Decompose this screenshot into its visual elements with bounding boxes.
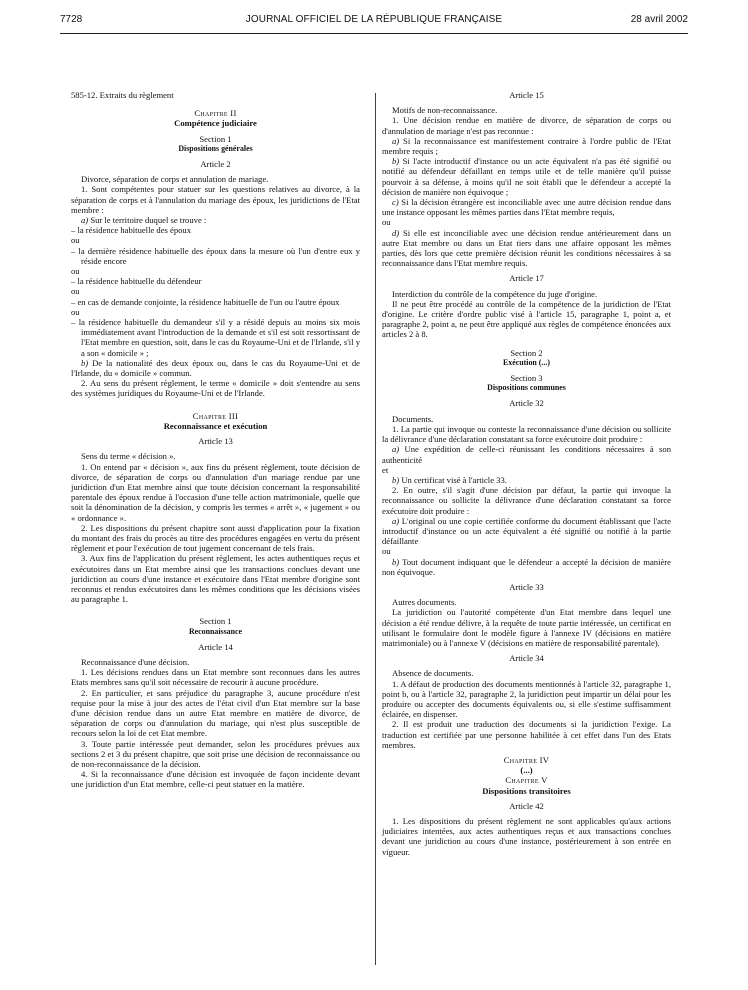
conjunction: et [382, 464, 389, 475]
article-heading: Article 2 [200, 159, 231, 170]
section-title: Exécution (...) [503, 357, 550, 367]
article-paragraph: Absence de documents. [392, 668, 474, 679]
section-heading: Section 1 [199, 616, 232, 627]
page-header [60, 14, 688, 30]
article-paragraph: Motifs de non-reconnaissance. [392, 105, 498, 116]
point-text: Si la décision étrangère est inconciliable avec une autre décision rendue dans une instance opposant les mêmes parties dans l'Etat membre requis, [382, 197, 671, 218]
left-column [71, 90, 360, 790]
point-text: Une expédition de celle-ci réunissant les conditions nécessaires à son authenticité [382, 444, 671, 465]
conjunction: ou [71, 235, 80, 246]
list-item: – la résidence habituelle du demandeur s'il y a résidé depuis au moins six mois immédiatement avant l'introduction de la demande et s'il est soit ressortissant de l'Etat membre en question, soit, dans le cas du Royaume-Uni et de l'Irlande, s'il y a son « domicile » ; [71, 317, 360, 358]
point-text: Si l'acte introductif d'instance ou un acte équivalent n'a pas été signifié ou notifié au défendeur défaillant en temps utile et de telle manière qu'il puisse pourvoir à sa défense, à moins qu'il ne soit établi que le défendeur a accepté la décision de manière non équivoque ; [382, 156, 671, 197]
article-paragraph: 1. Sont compétentes pour statuer sur les questions relatives au divorce, à la séparation de corps et à l'annulation du mariage des époux, les juridictions de l'Etat membre : [71, 184, 360, 215]
extract-intro: 585-12. Extraits du règlement [71, 90, 174, 100]
article-paragraph: 4. Si la reconnaissance d'une décision est invoquée de façon incidente devant une juridiction d'un Etat membre, celle-ci peut statuer en la matière. [71, 769, 360, 790]
article-heading: Article 13 [198, 436, 233, 447]
point-text: L'original ou une copie certifiée conforme du document établissant que l'acte introductif d'instance ou un acte équivalent a été signifié ou notifié à la partie défaillante [382, 515, 671, 547]
article-paragraph: Reconnaissance d'une décision. [81, 656, 190, 667]
list-item: – la résidence habituelle des époux [71, 225, 192, 236]
point-label: c) [392, 197, 399, 208]
conjunction: ou [382, 217, 391, 228]
article-paragraph: Sens du terme « décision ». [81, 451, 176, 462]
article-point [382, 228, 671, 269]
article-paragraph: 1. A défaut de production des documents mentionnés à l'article 32, paragraphe 1, point b, ou à l'article 32, paragraphe 2, la juridiction peut impartir un délai pour les produire ou accepter des documents équivalents ou, si elle s'estime suffisamment éclairée, en dispenser. [382, 678, 671, 720]
page-number: 7728 [60, 14, 83, 25]
point-text: Si la reconnaissance est manifestement contraire à l'ordre public de l'Etat membre requis ; [382, 135, 671, 157]
article-paragraph: La juridiction ou l'autorité compétente d'un Etat membre dans lequel une décision a été rendue délivre, à la requête de toute partie intéressée, un certificat en utilisant le formulaire dont le modèle figure à l'annexe IV (décisions en matière matrimoniale) ou à l'annexe V (décisions en matière de responsabilité parentale). [382, 607, 671, 648]
article-paragraph: 1. Les dispositions du présent règlement ne sont applicables qu'aux actions judiciaires intentées, aux actes authentiques reçus et aux transactions conclues devant une juridiction au cours d'une instance, postérieurement à son entrée en vigueur. [382, 816, 671, 857]
chapter-heading: Chapitre III [192, 410, 239, 421]
point-label: a) [81, 215, 89, 226]
point-label: b) [81, 357, 89, 368]
article-point [382, 136, 671, 156]
article-point [382, 475, 671, 485]
point-text: De la nationalité des deux époux ou, dans le cas du Royaume-Uni et de l'Irlande, du « domicile » commun. [71, 357, 360, 379]
right-column [382, 90, 671, 857]
conjunction: ou [71, 306, 80, 317]
article-paragraph: 2. Les dispositions du présent chapitre sont aussi d'application pour la fixation du montant des frais du procès au titre des procédures engagées en vertu du présent règlement et pour l'exécution de tout jugement concernant de tels frais. [71, 522, 360, 554]
point-label: a) [392, 135, 400, 146]
article-paragraph: Il ne peut être procédé au contrôle de la compétence de la juridiction de l'Etat d'origine. Le critère d'ordre public visé à l'article 15, paragraphe 1, point a, et paragraphe 2, point a, ne peut être appliqué aux règles de compétence énoncées aux articles 2 à 8. [382, 298, 671, 340]
chapter-title: Compétence judiciaire [174, 118, 257, 129]
article-heading: Article 42 [509, 800, 544, 811]
conjunction: ou [71, 266, 80, 277]
omission-marker: (...) [520, 765, 533, 776]
chapter-title: Dispositions transitoires [482, 785, 571, 796]
point-text: Un certificat visé à l'article 33. [399, 474, 507, 485]
article-heading: Article 33 [509, 581, 544, 592]
article-point [382, 516, 671, 547]
point-text: Sur le territoire duquel se trouve : [88, 215, 207, 226]
article-paragraph: Divorce, séparation de corps et annulation de mariage. [81, 174, 269, 185]
article-paragraph: Interdiction du contrôle de la compétence du juge d'origine. [392, 288, 598, 299]
article-heading: Article 17 [509, 273, 544, 284]
publication-date: 28 avril 2002 [630, 14, 688, 25]
article-paragraph: 1. La partie qui invoque ou conteste la reconnaissance d'une décision ou sollicite la délivrance d'une déclaration constatant sa force exécutoire doit produire : [382, 423, 671, 445]
section-heading: Section 2 [510, 347, 543, 358]
section-title: Reconnaissance [188, 626, 243, 636]
journal-title: JOURNAL OFFICIEL DE LA RÉPUBLIQUE FRANÇAISE [245, 14, 503, 25]
article-heading: Article 32 [509, 398, 544, 409]
conjunction: ou [382, 546, 391, 557]
point-text: Si elle est inconciliable avec une décision rendue antérieurement dans un autre Etat membre ou dans un Etat tiers dans une affaire opposant les mêmes parties, dès lors que cette première décision réunit les conditions nécessaires à sa reconnaissance dans l'Etat membre requis. [382, 227, 671, 269]
conjunction: ou [71, 286, 80, 297]
article-paragraph: 2. En outre, s'il s'agit d'une décision par défaut, la partie qui invoque la reconnaissance ou sollicite la délivrance d'une déclaration constatant sa force exécutoire doit produire : [382, 485, 671, 516]
article-paragraph: Documents. [392, 413, 434, 424]
article-paragraph: 3. Toute partie intéressée peut demander, selon les procédures prévues aux sections 2 et 3 du présent chapitre, que soit prise une décision de reconnaissance ou de non-reconnaissance de la décision. [71, 738, 360, 769]
article-point [71, 358, 360, 378]
point-label: b) [392, 474, 400, 485]
article-paragraph: 1. Les décisions rendues dans un Etat membre sont reconnues dans les autres Etats membres sans qu'il soit nécessaire de recourir à aucune procédure. [71, 667, 360, 688]
list-item: – la dernière résidence habituelle des époux dans la mesure où l'un d'entre eux y réside encore [71, 245, 360, 266]
article-point [71, 215, 360, 225]
article-paragraph: 1. On entend par « décision », aux fins du présent règlement, toute décision de divorce, de séparation de corps ou d'annulation d'un mariage rendue par une juridiction d'un Etat membre ainsi que toute décision concernant la responsabilité parentale des époux rendue à l'occasion d'une telle action matrimoniale, quelle que soit la dénomination de la décision, y compris les termes « arrêt », « jugement » ou « ordonnance ». [71, 461, 360, 523]
chapter-title: Reconnaissance et exécution [163, 420, 268, 431]
article-paragraph: 2. En particulier, et sans préjudice du paragraphe 3, aucune procédure n'est requise pour la mise à jour des actes de l'état civil d'un Etat membre sur la base d'une décision rendue dans un autre Etat membre en matière de divorce, de séparation de corps ou d'annulation du mariage, qui n'est plus susceptible de recours selon la loi de cet Etat membre. [71, 687, 360, 739]
article-heading: Article 14 [198, 641, 233, 652]
article-heading: Article 15 [509, 90, 544, 100]
point-label: d) [392, 227, 400, 238]
section-heading: Section 3 [510, 373, 543, 384]
point-text: Tout document indiquant que le défendeur a accepté la décision de manière non équivoque. [382, 556, 671, 577]
point-label: b) [392, 556, 400, 567]
article-paragraph: 3. Aux fins de l'application du présent règlement, les actes authentiques reçus et exécutoires dans un Etat membre ainsi que les transactions conclues devant une juridiction au cours d'une instance et exécutoire dans l'Etat membre d'origine sont reconnus et rendus exécutoires dans les mêmes conditions que les décisions visées au paragraphe 1. [71, 553, 360, 605]
section-title: Dispositions communes [487, 383, 566, 393]
point-label: a) [392, 444, 400, 455]
point-label: b) [392, 156, 400, 167]
article-paragraph: 2. Il est produit une traduction des documents si la juridiction l'exige. La traduction est certifiée par une personne habilitée à cet effet dans l'un des Etats membres. [382, 719, 671, 750]
chapter-heading: Chapitre V [505, 775, 548, 786]
header-rule [60, 33, 688, 34]
list-item: – en cas de demande conjointe, la résidence habituelle de l'un ou l'autre époux [71, 296, 340, 307]
article-point [382, 444, 671, 464]
article-paragraph: 2. Au sens du présent règlement, le terme « domicile » doit s'entendre au sens des systèmes juridiques du Royaume-Uni et de l'Irlande. [71, 378, 360, 399]
article-point [382, 197, 671, 217]
list-item: – la résidence habituelle du défendeur [71, 276, 202, 287]
column-divider [375, 93, 376, 965]
article-paragraph: Autres documents. [392, 597, 457, 608]
chapter-heading: Chapitre II [194, 108, 237, 119]
point-label: a) [392, 515, 400, 526]
article-point [382, 557, 671, 577]
section-title: Dispositions générales [178, 143, 253, 153]
section-heading: Section 1 [199, 133, 232, 144]
article-paragraph: 1. Une décision rendue en matière de divorce, de séparation de corps ou d'annulation de mariage n'est pas reconnue : [382, 115, 671, 136]
article-point [382, 156, 671, 197]
chapter-heading: Chapitre IV [503, 754, 550, 765]
article-heading: Article 34 [509, 653, 544, 664]
